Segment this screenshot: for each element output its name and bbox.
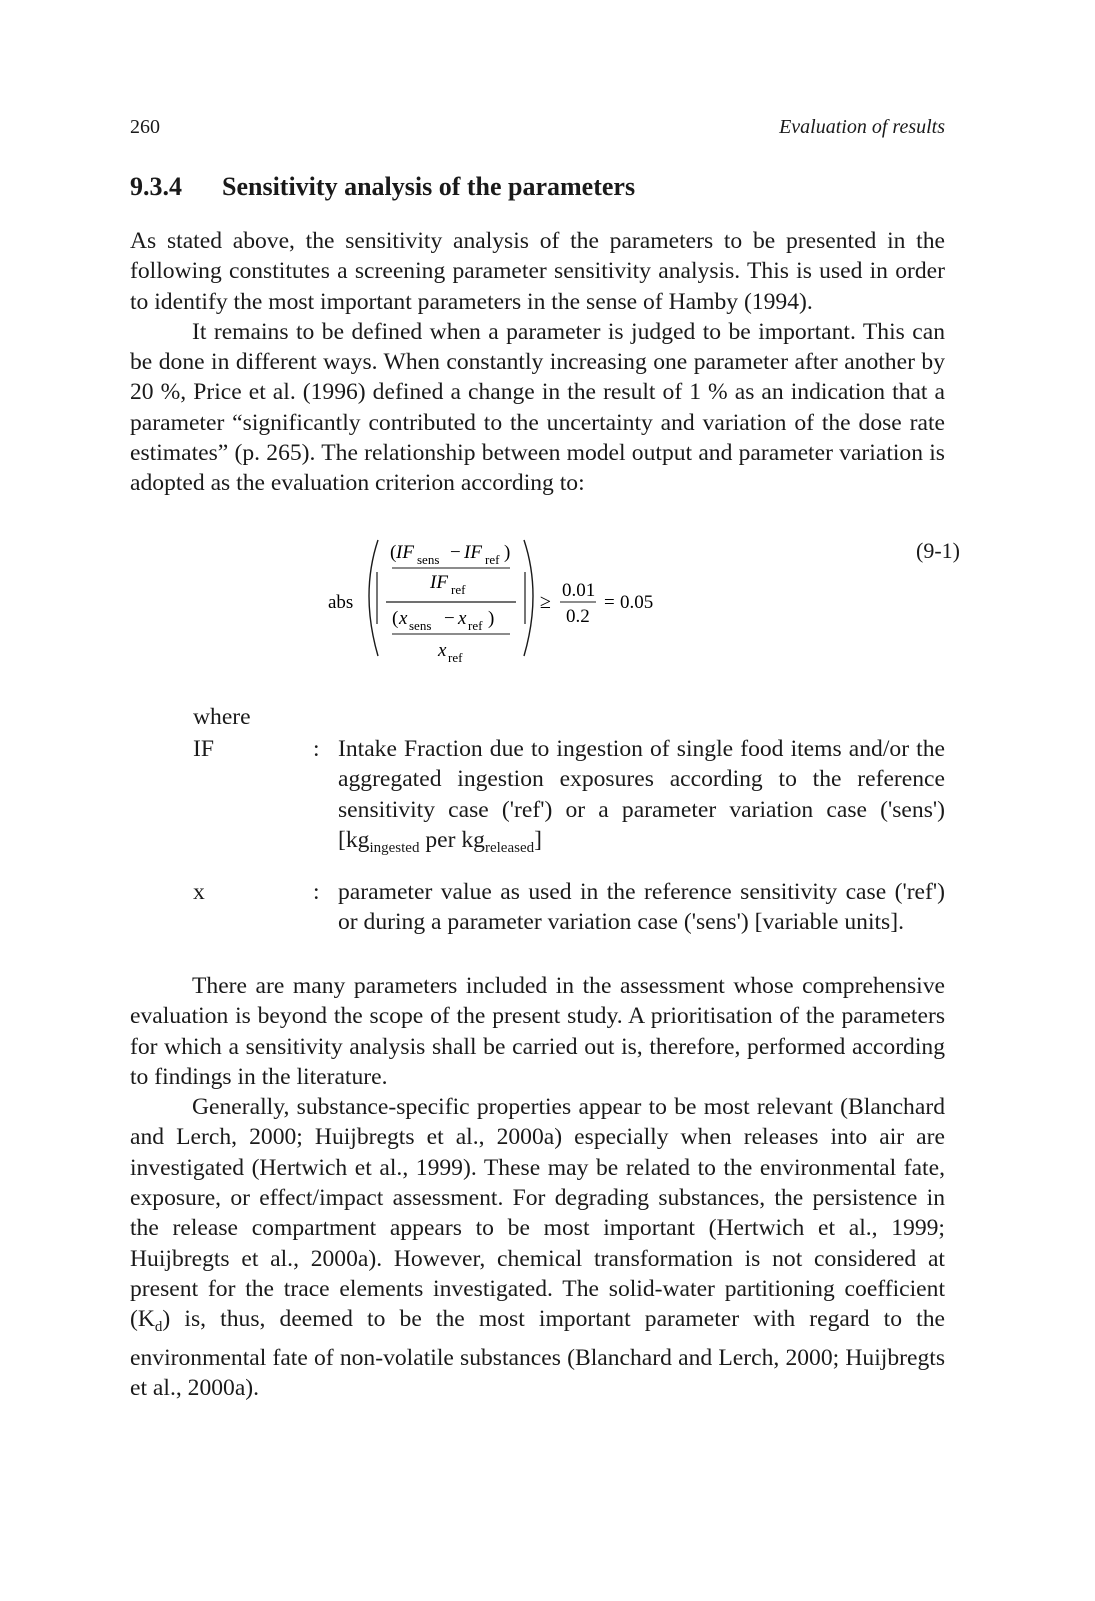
- running-title: Evaluation of results: [779, 116, 945, 138]
- x-ref-den-sub: ref: [448, 650, 463, 665]
- if-ref-den-sub: ref: [451, 582, 466, 597]
- where-label: where: [193, 704, 251, 730]
- equation-graphic: [320, 532, 880, 672]
- ratio-numerator: 0.01: [562, 580, 596, 601]
- geq-sign: ≥: [540, 591, 551, 613]
- section-number: 9.3.4: [130, 172, 182, 201]
- symbol-definitions: [193, 702, 945, 938]
- minus-sign-2: −: [444, 608, 455, 629]
- x-ref-num: x: [458, 608, 467, 629]
- definition-text: parameter value as used in the reference sensitivity case ('ref') or during a parameter variation case ('sens') [variable units].: [338, 879, 945, 936]
- x-sens: x: [399, 608, 408, 629]
- if-sens: IF: [396, 542, 414, 563]
- definition-text-main: Intake Fraction due to ingestion of single food items and/or the aggregated ingestion exposures according to the reference sensitivity case ('ref') or a parameter variation case ('sens') [kg: [338, 736, 945, 853]
- section-heading: [130, 172, 950, 202]
- definition-text-end: ]: [534, 826, 542, 853]
- definition-text: [338, 734, 945, 863]
- eq-open-paren-2: (: [392, 608, 399, 629]
- if-ref-den: IF: [430, 572, 448, 593]
- minus-sign: −: [450, 542, 461, 563]
- eq-open-paren: (: [390, 542, 397, 563]
- paragraph-part: Generally, substance-specific properties appear to be most relevant (Blanchard and Lerch, 2000; Huijbregts et al., 2000a) especially when releases into air are investigated (Hertwich et al., 1999). These may be related to the environmental fate, exposure, or effect/impact assessment. For degrading substances, the persistence in the release compartment appears to be most important (Hertwich et al., 1999; Huijbregts et al., 2000a). However, chemical transformation is not considered at present for the trace elements investigated. The solid-water partitioning coefficient (K: [130, 1094, 945, 1333]
- paragraph: It remains to be defined when a parameter is judged to be important. This can be done in different ways. When constantly increasing one parameter after another by 20 %, Price et al. (1996) defined a change in the result of 1 % as an indication that a parameter “significantly contributed to the uncertainty and variation of the dose rate estimates” (p. 265). The relationship between model output and parameter variation is adopted as the evaluation criterion according to:: [130, 318, 945, 497]
- subscript-d: d: [154, 1319, 163, 1336]
- definition-x: [193, 877, 945, 938]
- page-number: 260: [130, 116, 160, 138]
- symbol: x: [193, 879, 205, 906]
- definition-text-mid: per kg: [419, 826, 485, 853]
- subscript-ingested: ingested: [369, 839, 420, 856]
- if-ref-num-sub: ref: [485, 552, 500, 567]
- ratio-result: 0.05: [620, 592, 654, 613]
- symbol: IF: [193, 736, 214, 762]
- paragraph: There are many parameters included in the assessment whose comprehensive evaluation is beyond the scope of the present study. A prioritisation of the parameters for which a sensitivity analysis shall be carried out is, therefore, performed according to findings in the literature.: [130, 973, 945, 1090]
- equation-number: (9-1): [916, 538, 960, 563]
- if-ref-num: IF: [464, 542, 482, 563]
- intro-text: [130, 226, 945, 499]
- body-text: [130, 971, 945, 1403]
- equals-sign: =: [604, 592, 615, 613]
- running-header: [130, 116, 945, 142]
- section-title: Sensitivity analysis of the parameters: [222, 172, 636, 201]
- x-sens-sub: sens: [409, 618, 432, 633]
- colon: :: [313, 879, 320, 906]
- definition-if: [193, 734, 945, 863]
- if-sens-sub: sens: [417, 552, 440, 567]
- eq-close-paren-2: ): [488, 608, 495, 629]
- x-ref-num-sub: ref: [468, 618, 483, 633]
- paragraph: As stated above, the sensitivity analysis of the parameters to be presented in the following constitutes a screening parameter sensitivity analysis. This is used in order to identify the most important parameters in the sense of Hamby (1994).: [130, 228, 945, 315]
- colon: :: [313, 736, 320, 762]
- paragraph: [130, 1092, 945, 1403]
- equation-9-1: [320, 532, 960, 672]
- x-ref-den: x: [438, 640, 447, 661]
- eq-close-paren: ): [504, 542, 511, 563]
- ratio-denominator: 0.2: [566, 606, 590, 627]
- subscript-released: released: [484, 839, 535, 856]
- paragraph-part: ) is, thus, deemed to be the most important parameter with regard to the environmental fate of non-volatile substances (Blanchard and Lerch, 2000; Huijbregts et al., 2000a).: [130, 1306, 945, 1401]
- abs-label: abs: [328, 592, 354, 613]
